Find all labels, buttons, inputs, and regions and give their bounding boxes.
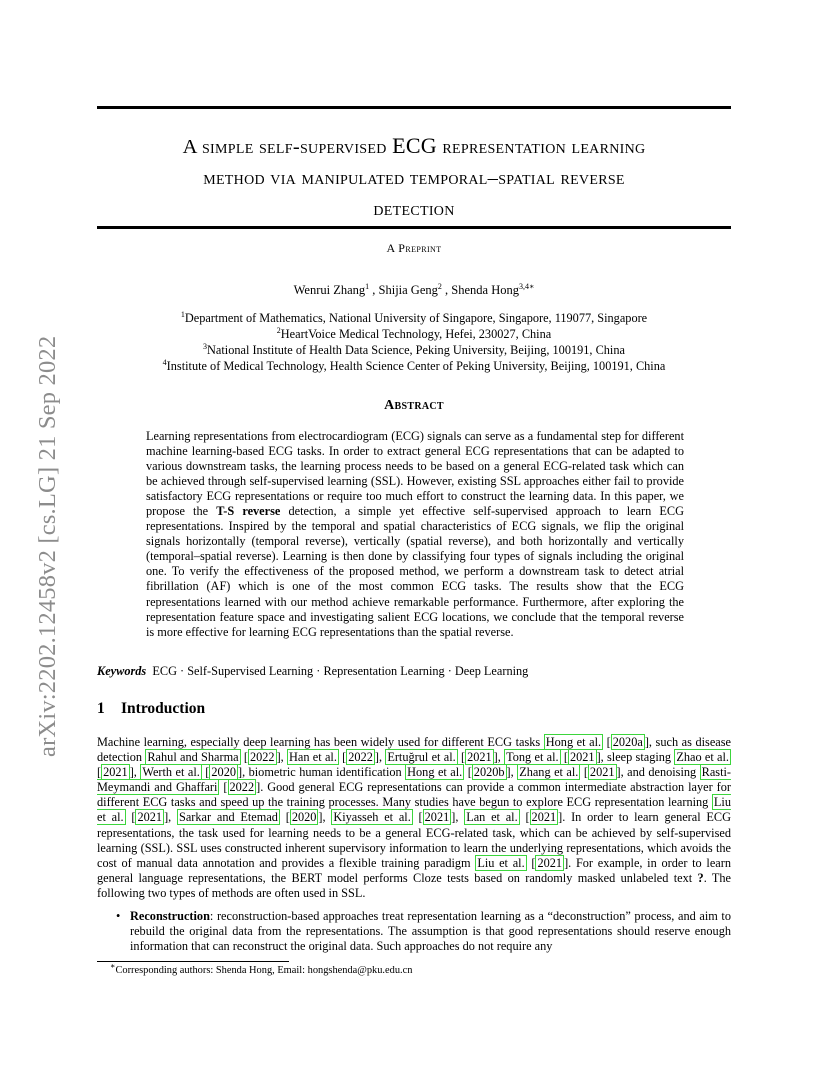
citation-link[interactable]: 2020a: [612, 735, 643, 749]
author-affiliation-mark: 1: [365, 281, 370, 291]
abstract-method-name: T-S reverse: [216, 504, 281, 519]
affiliation-line: [97, 326, 731, 342]
citation-link[interactable]: Zhang et al.: [519, 765, 579, 780]
citation-link[interactable]: Rahul and Sharma: [147, 750, 239, 765]
citation-link[interactable]: Kiyasseh et al.: [333, 810, 411, 825]
citation-link[interactable]: Sarkar and Etemad: [179, 810, 278, 825]
footnote-text: Corresponding authors: Shenda Hong, Email: hongshenda@pku.edu.cn: [115, 965, 413, 976]
intro-text: ],: [164, 810, 177, 825]
author-separator: ,: [369, 283, 379, 297]
intro-text: ],: [276, 750, 288, 765]
citation-link[interactable]: Lan et al.: [466, 810, 518, 825]
author-affiliation-mark: 3,4: [518, 281, 529, 291]
citation-link[interactable]: 2020: [211, 765, 236, 780]
section-title: Introduction: [121, 700, 206, 717]
paper-title: [97, 130, 731, 225]
intro-text: [: [412, 810, 423, 825]
author-name: Shenda Hong: [451, 283, 519, 297]
affiliations: [97, 310, 731, 374]
bullet-icon: •: [116, 909, 121, 923]
affiliation-text: Institute of Medical Technology, Health Science Center of Peking University, Beijing, 100191, China: [166, 359, 666, 373]
bottom-title-rule: [97, 226, 731, 229]
affiliation-mark: 1: [180, 309, 185, 319]
title-line-1a: A simple self-supervised: [182, 136, 393, 158]
citation-link[interactable]: Tong et al.: [506, 750, 559, 765]
author-list: [97, 283, 731, 298]
intro-text: [: [97, 765, 102, 780]
intro-text: ], sleep staging: [596, 750, 675, 765]
bullet-label: Reconstruction: [130, 909, 210, 923]
citation-link[interactable]: 2022: [348, 750, 373, 765]
bullet-text: : reconstruction-based approaches treat representation learning as a “deconstruction” process, and aim to rebuild the original data from the representations. The assumption is that good representations should reserve enough information that can reconstruct the original data. Such approaches do not require any: [130, 909, 731, 954]
top-rule: [97, 106, 731, 109]
title-line-1b: representation learning: [436, 136, 646, 158]
preprint-label: A Preprint: [386, 241, 442, 255]
title-line-2: method via manipulated temporal–spatial reverse: [203, 167, 625, 189]
citation-link[interactable]: Liu et al.: [97, 795, 731, 825]
keywords-label: Keywords: [97, 664, 147, 678]
citation-link[interactable]: 2022: [249, 750, 275, 765]
citation-link[interactable]: 2020b: [473, 765, 505, 780]
citation-link[interactable]: Hong et al.: [545, 735, 602, 749]
intro-text: [: [464, 765, 472, 780]
citation-link[interactable]: Liu et al.: [477, 855, 525, 870]
intro-text: [: [240, 750, 248, 765]
list-item-reconstruction: [116, 909, 731, 954]
corresponding-mark: ∗: [528, 281, 535, 291]
citation-link[interactable]: 2021: [589, 765, 615, 780]
title-line-3: detection: [373, 198, 455, 220]
footnote: [110, 961, 413, 977]
citation-link[interactable]: Werth et al.: [142, 765, 200, 780]
footnote-mark: ∗: [110, 961, 116, 971]
intro-text: Machine learning, especially deep learning has been widely used for different ECG tasks: [97, 735, 544, 749]
intro-text: [: [201, 765, 210, 780]
intro-text: . The following two types of methods are often used in SSL.: [97, 870, 731, 900]
citation-link[interactable]: 2021: [103, 765, 128, 780]
author-name: Wenrui Zhang: [293, 283, 366, 297]
intro-text: ],: [493, 750, 505, 765]
citation-link[interactable]: 2021: [424, 810, 450, 825]
introduction-paragraph: [97, 735, 731, 901]
intro-text: ]. In order to learn general ECG representations, the task used for learning needs to be a general ECG-related task, which can be achieved by self-supervised learning (SSL). SSL uses constructed inherent supervisory information to learn the underlying representations, which avoids the cost of manual data annotation and provides a flexible training paradigm: [97, 810, 732, 870]
arxiv-identifier: arXiv:2202.12458v2 [cs.LG] 21 Sep 2022: [34, 335, 61, 757]
intro-text: ]. Good general ECG representations can provide a common intermediate abstraction layer for different ECG tasks and speed up the training processes. Many studies have begun to explore ECG representation learning: [97, 780, 731, 810]
section-number: 1: [97, 700, 105, 717]
intro-text: ], biometric human identification: [237, 765, 406, 780]
keywords: [97, 664, 731, 679]
affiliation-line: [97, 342, 731, 358]
intro-text: ]. For example, in order to learn general language representations, the BERT model performs Cloze tests based on randomly masked unlabeled text: [97, 855, 731, 885]
citation-link[interactable]: Hong et al.: [407, 765, 463, 780]
title-line-1-acronym: ECG: [392, 133, 437, 158]
section-heading-introduction: [97, 700, 205, 718]
citation-link[interactable]: 2021: [531, 810, 557, 825]
intro-text: [: [457, 750, 466, 765]
citation-link[interactable]: Ertuğrul et al.: [387, 750, 456, 765]
intro-text: [: [519, 810, 530, 825]
intro-text: [: [560, 750, 568, 765]
keywords-list: ECG · Self-Supervised Learning · Representation Learning · Deep Learning: [152, 664, 529, 678]
citation-link[interactable]: 2022: [229, 780, 255, 795]
affiliation-mark: 3: [203, 341, 208, 351]
citation-link[interactable]: 2021: [467, 750, 492, 765]
abstract-text-1: Learning representations from electrocardiogram (ECG) signals can serve as a fundamental step for different machine learning-based ECG tasks. In order to extract general ECG representations that can be adapted to various downstream tasks, the learning process needs to be based on a general ECG-related task which can be achieved through self-supervised learning (SSL). However, existing SSL approaches either fail to provide satisfactory ECG representations or require too much effort to construct the learning data. In this paper, we propose the: [146, 429, 684, 519]
intro-text: [: [603, 735, 611, 749]
author-affiliation-mark: 2: [437, 281, 442, 291]
citation-link[interactable]: 2020: [291, 810, 317, 825]
citation-link[interactable]: 2021: [569, 750, 595, 765]
affiliation-line: [97, 358, 731, 374]
abstract-text-2: detection, a simple yet effective self-supervised approach to learn ECG representations. Inspired by the temporal and spatial characteristics of ECG signals, we flip the original signals horizontally (temporal reverse), vertically (spatial reverse), and both horizontally and vertically (temporal–spatial reverse). Learning is then done by classifying four types of signals including the original one. To verify the effectiveness of the proposed method, we perform a downstream task to detect atrial fibrillation (AF) which is one of the most common ECG tasks. The results show that the ECG representations learned with our method achieve remarkable performance. Furthermore, after exploring the representation feature space and investigating salient ECG locations, we conclude that the temporal reverse is more effective for learning ECG representations than the spatial reverse.: [146, 504, 684, 639]
intro-text: [: [219, 780, 228, 795]
intro-text: [: [125, 810, 136, 825]
affiliation-text: National Institute of Health Data Science, Peking University, Beijing, 100191, China: [207, 343, 625, 357]
author-separator: ,: [441, 283, 452, 297]
abstract-heading: Abstract: [384, 398, 444, 413]
affiliation-text: Department of Mathematics, National University of Singapore, Singapore, 119077, Singapore: [184, 311, 648, 325]
intro-text: [: [279, 810, 290, 825]
affiliation-line: [97, 310, 731, 326]
citation-link[interactable]: Rasti-Meymandi and Ghaffari: [97, 765, 732, 795]
intro-text: ],: [451, 810, 465, 825]
abstract-body: [146, 429, 684, 640]
author-name: Shijia Geng: [378, 283, 438, 297]
citation-link[interactable]: 2021: [537, 855, 563, 870]
footnote-rule: [97, 961, 289, 962]
intro-text: ],: [318, 810, 332, 825]
citation-link[interactable]: Han et al.: [289, 750, 337, 765]
intro-text: [: [580, 765, 588, 780]
affiliation-text: HeartVoice Medical Technology, Hefei, 230027, China: [280, 327, 552, 341]
intro-text: [: [526, 855, 536, 870]
affiliation-mark: 4: [162, 357, 167, 367]
intro-text: ], and denoising: [616, 765, 700, 780]
citation-link[interactable]: 2021: [137, 810, 163, 825]
intro-text: ],: [506, 765, 518, 780]
citation-link[interactable]: Zhao et al.: [676, 750, 730, 765]
intro-text: ], such as disease detection: [97, 735, 731, 765]
intro-text: ],: [374, 750, 386, 765]
intro-text: ],: [129, 765, 141, 780]
affiliation-mark: 2: [276, 325, 281, 335]
intro-text: [: [338, 750, 347, 765]
missing-citation: ?: [697, 870, 704, 885]
